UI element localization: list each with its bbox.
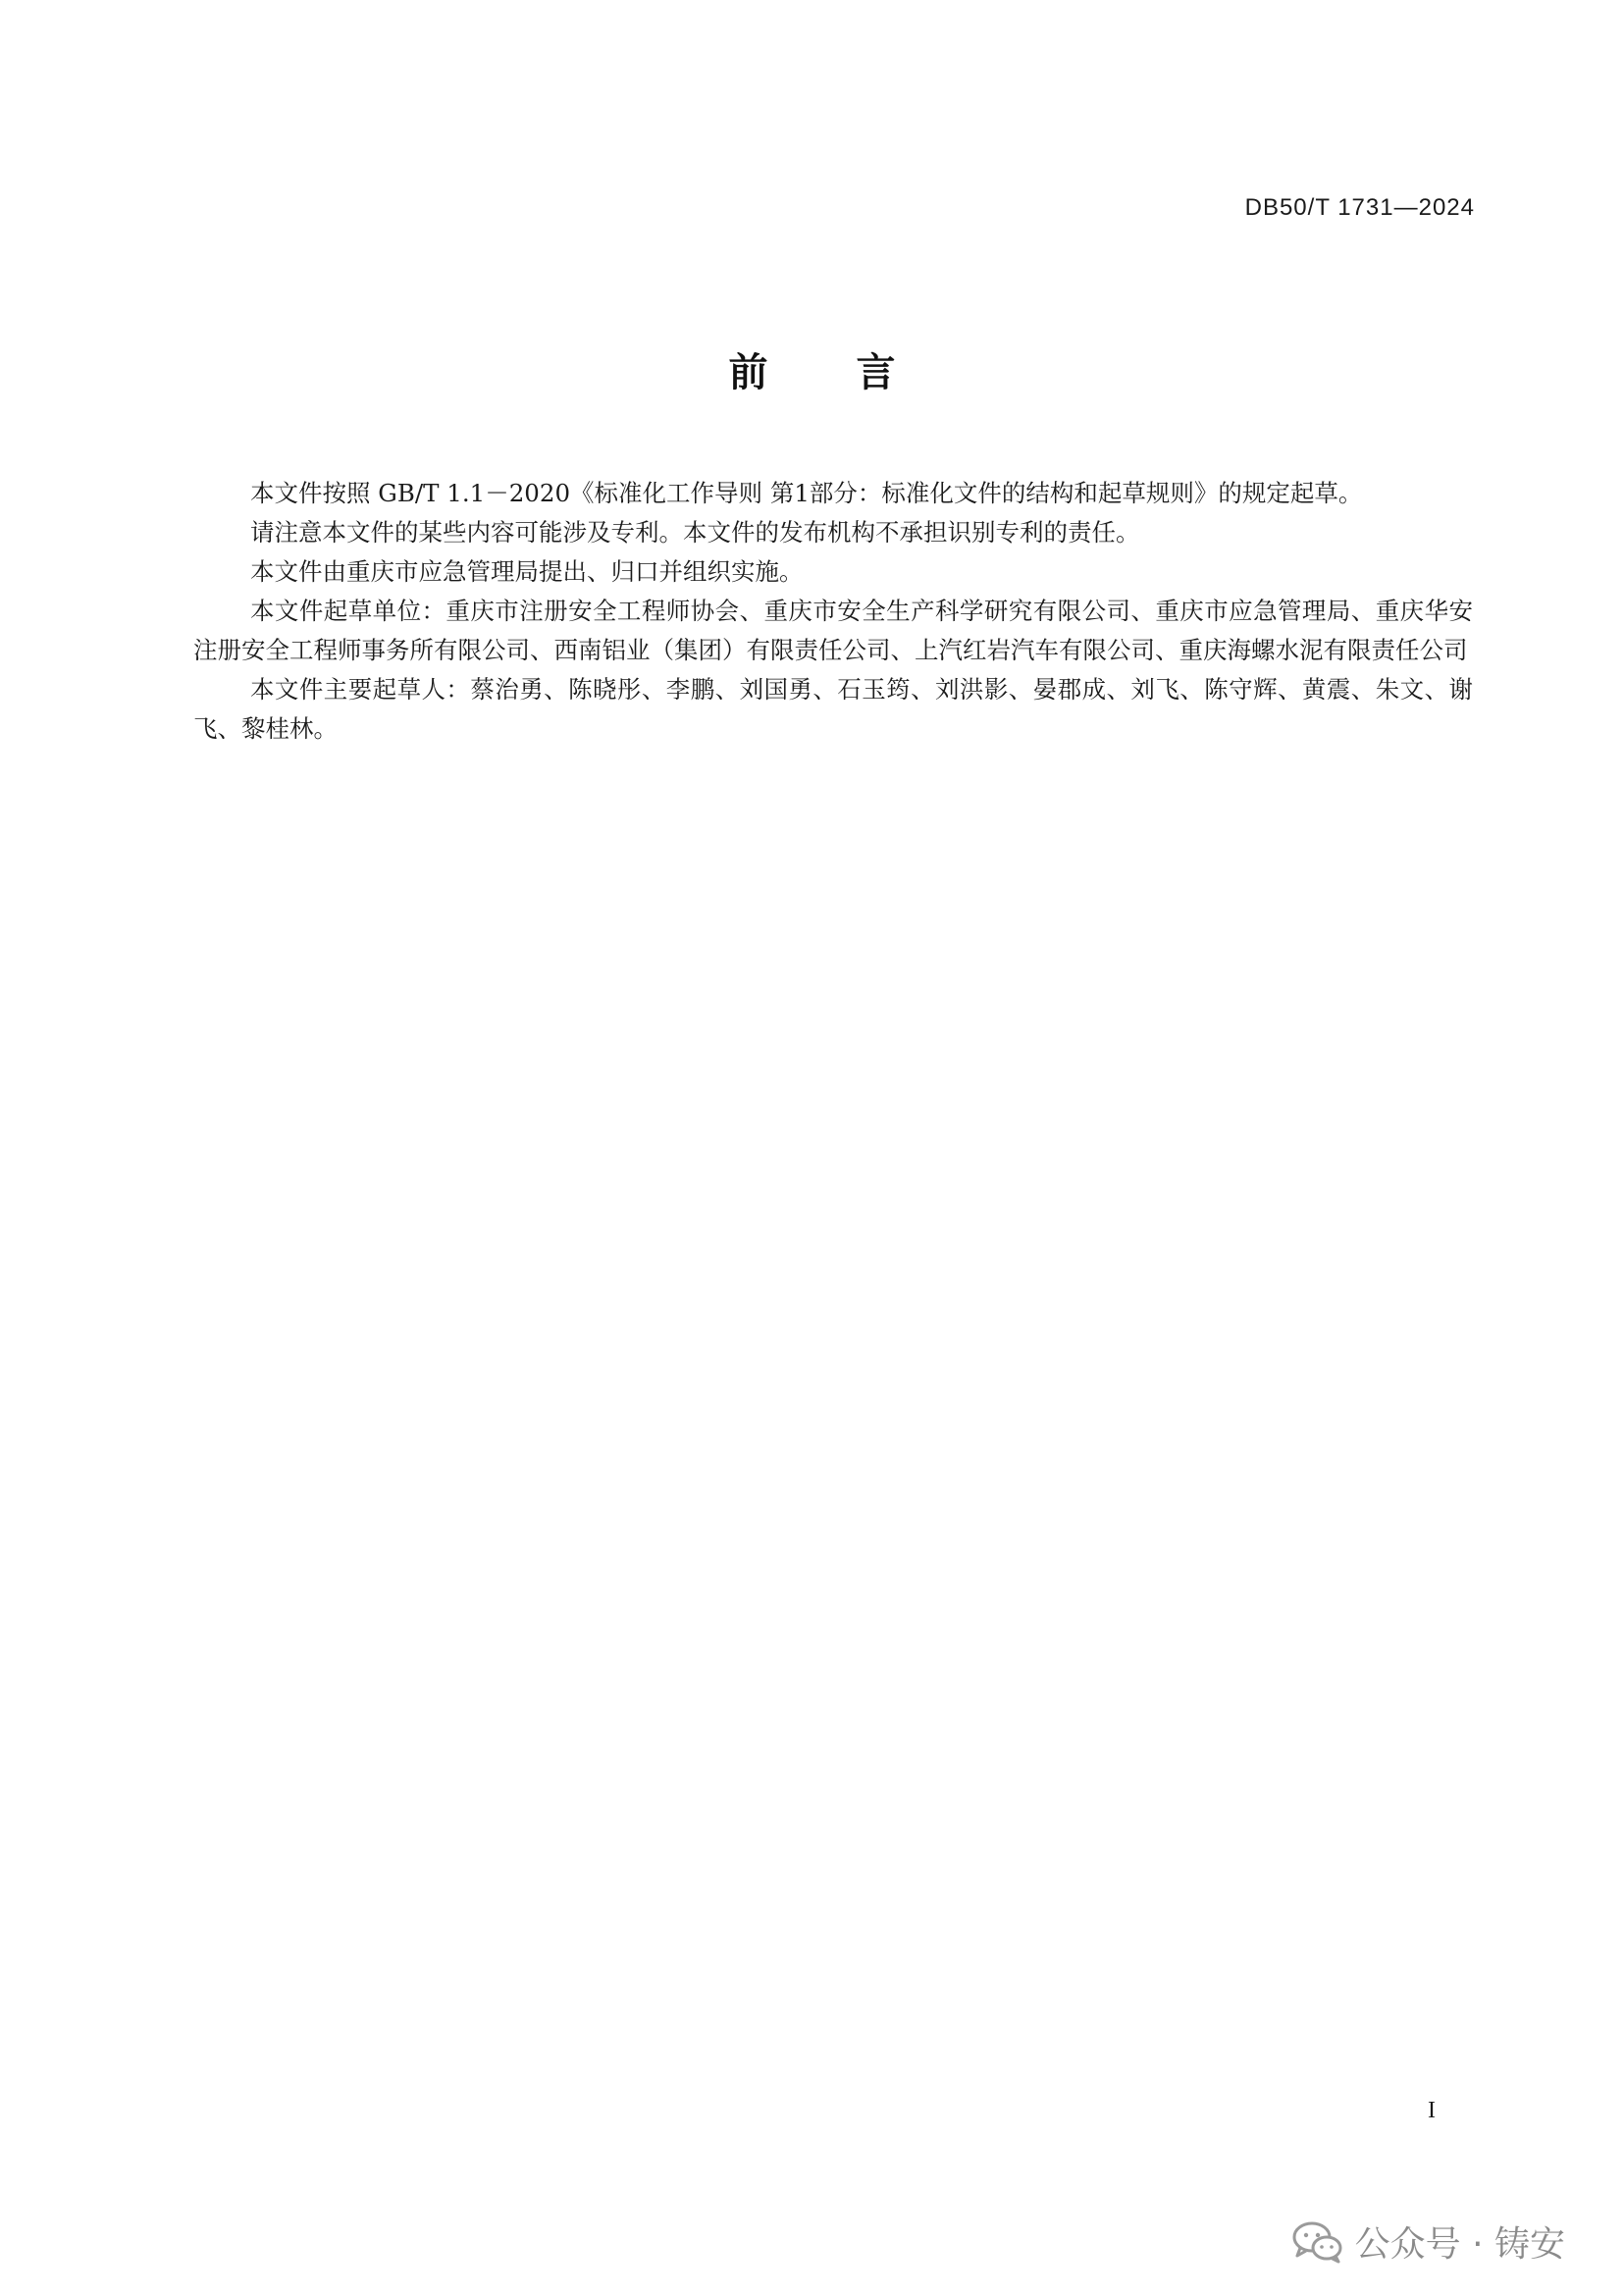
paragraph-drafting-rules: 本文件按照 GB/T 1.1－2020《标准化工作导则 第1部分：标准化文件的结构和起草规则》的规定起草。 [250,479,1363,507]
paragraph-drafting-units: 本文件起草单位：重庆市注册安全工程师协会、重庆市安全生产科学研究有限公司、重庆市应急管理局、重庆华安注册安全工程师事务所有限公司、西南铝业（集团）有限责任公司、上汽红岩汽车有限公司、重庆海螺水泥有限责任公司 [193,597,1473,664]
page-title: 前言 [728,350,984,395]
document-number: DB50/T 1731—2024 [1244,194,1475,221]
paragraph-proposer: 本文件由重庆市应急管理局提出、归口并组织实施。 [250,557,804,586]
page-number: I [1428,2098,1436,2123]
paragraph-drafters: 本文件主要起草人：蔡治勇、陈晓彤、李鹏、刘国勇、石玉筠、刘洪影、晏郡成、刘飞、陈守辉、黄震、朱文、谢飞、黎桂林。 [193,675,1473,743]
watermark [1292,2217,1565,2267]
wechat-icon [1292,2220,1343,2264]
watermark-text: 公众号 · 铸安 [1354,2224,1565,2265]
foreword-body [193,474,1473,749]
paragraph-patent-notice: 请注意本文件的某些内容可能涉及专利。本文件的发布机构不承担识别专利的责任。 [250,518,1140,547]
